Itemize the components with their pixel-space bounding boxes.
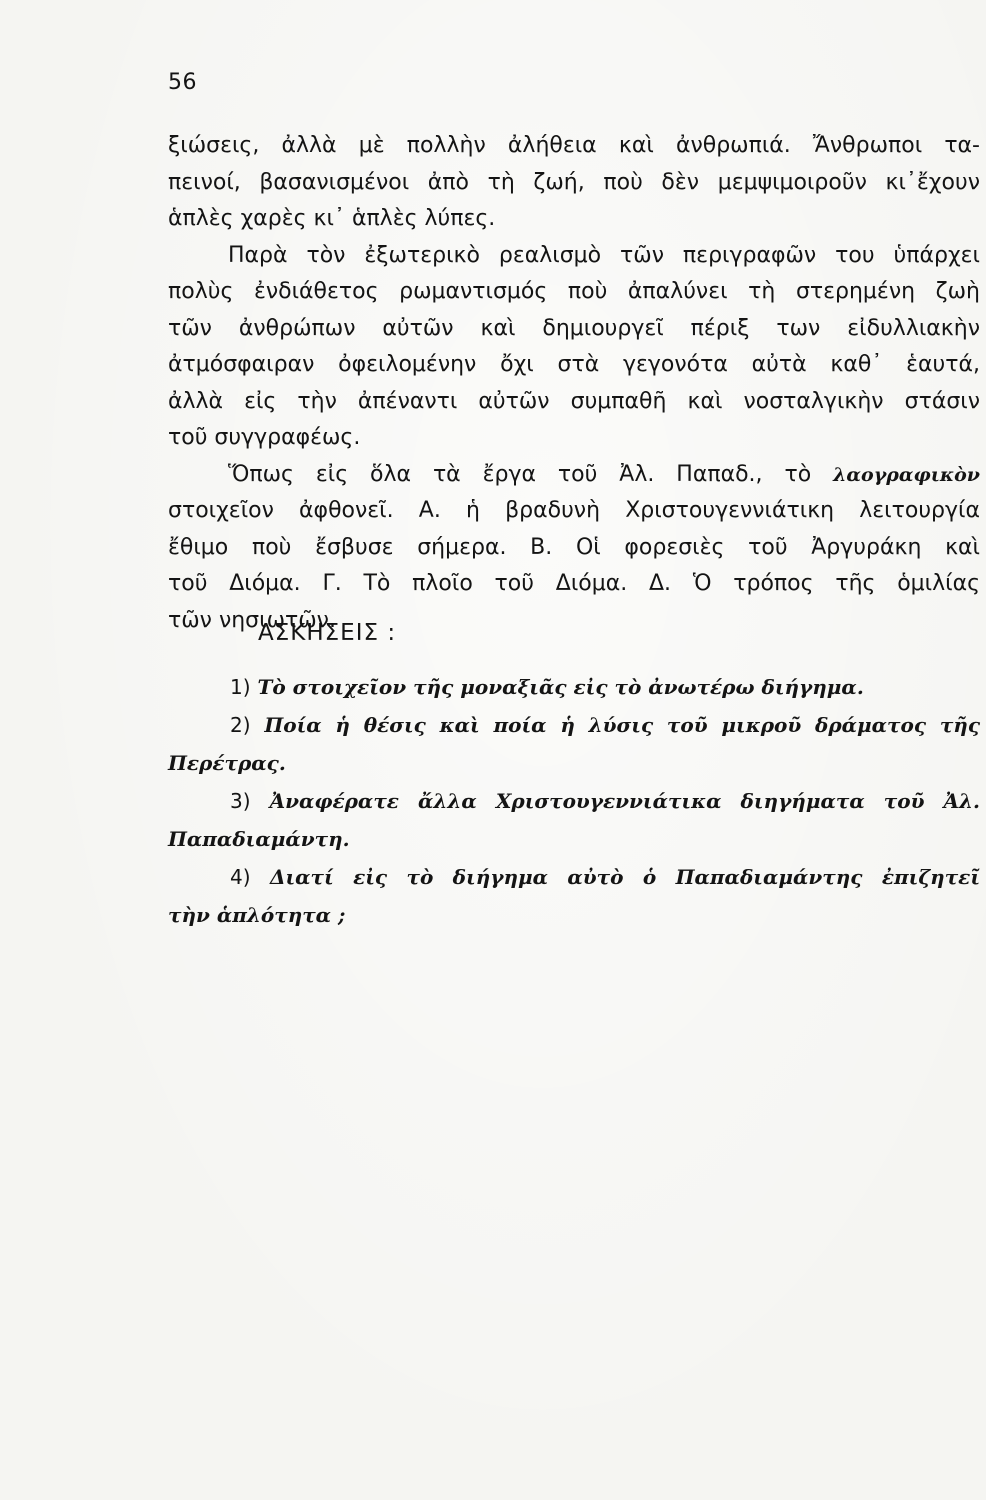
body-text xyxy=(168,128,980,639)
exercise-text: Ποία ἡ θέσις καὶ ποία ἡ λύσις τοῦ μικροῦ δράματος τῆς xyxy=(264,713,980,737)
text-line: ἔθιμο ποὺ ἔσβυσε σήμερα. Β. Οἱ φορεσιὲς τοῦ Ἀργυράκη καὶ xyxy=(168,534,980,560)
text-segment: Ὅπως εἰς ὅλα τὰ ἔργα τοῦ Ἀλ. Παπαδ., τὸ xyxy=(228,461,812,487)
text-line: τῶν ἀνθρώπων αὐτῶν καὶ δημιουργεῖ πέριξ των εἰδυλλιακὴν xyxy=(168,315,980,341)
exercise-item xyxy=(168,668,980,706)
text-line: στοιχεῖον ἀφθονεῖ. Α. ἡ βραδυνὴ Χριστουγεννιάτικη λειτουργία xyxy=(168,498,980,523)
exercise-text: Διατί εἰς τὸ διήγημα αὐτὸ ὁ Παπαδιαμάντης ἐπιζητεῖ xyxy=(269,865,980,889)
exercise-continuation: τὴν ἁπλότητα ; xyxy=(168,903,346,927)
exercise-continuation: Παπαδιαμάντη. xyxy=(168,827,350,851)
spaced-term: λαογραφικὸν xyxy=(833,463,980,486)
exercise-number: 2) xyxy=(230,713,251,737)
exercises-list xyxy=(168,668,980,934)
text-line: ἀλλὰ εἰς τὴν ἀπέναντι αὐτῶν συμπαθῆ καὶ νοσταλγικὴν στάσιν xyxy=(168,388,980,414)
exercises-heading: ΑΣΚΗΣΕΙΣ : xyxy=(258,620,397,646)
text-line: ἁπλὲς χαρὲς κι᾽ ἁπλὲς λύπες. xyxy=(168,206,496,231)
exercise-number: 3) xyxy=(230,789,251,813)
exercise-number: 4) xyxy=(230,865,251,889)
text-line: τῶν νησιωτῶν. xyxy=(168,607,336,633)
text-line: πεινοί, βασανισμένοι ἀπὸ τὴ ζωή, ποὺ δὲν μεμψιμοιροῦν κι᾽ἔχουν xyxy=(168,169,980,195)
text-line: τοῦ συγγραφέως. xyxy=(168,425,361,450)
exercise-item xyxy=(168,706,980,744)
exercise-text: Τὸ στοιχεῖον τῆς μοναξιᾶς εἰς τὸ ἀνωτέρω διήγημα. xyxy=(257,675,864,699)
exercise-text: Ἀναφέρατε ἄλλα Χριστουγεννιάτικα διηγήματα τοῦ Ἀλ. xyxy=(269,789,980,813)
exercise-number: 1) xyxy=(230,675,251,699)
page-number: 56 xyxy=(168,70,197,95)
text-line: Παρὰ τὸν ἐξωτερικὸ ρεαλισμὸ τῶν περιγραφῶν του ὑπάρχει xyxy=(228,242,980,268)
exercise-continuation: Περέτρας. xyxy=(168,751,286,775)
text-line: τοῦ Διόμα. Γ. Τὸ πλοῖο τοῦ Διόμα. Δ. Ὁ τρόπος τῆς ὁμιλίας xyxy=(168,571,980,596)
exercise-item xyxy=(168,858,980,896)
text-line: ἀτμόσφαιραν ὀφειλομένην ὄχι στὰ γεγονότα αὐτὰ καθ᾽ ἑαυτά, xyxy=(168,352,980,377)
text-line: πολὺς ἐνδιάθετος ρωμαντισμός ποὺ ἀπαλύνει τὴ στερημένη ζωὴ xyxy=(168,279,980,304)
exercise-item xyxy=(168,782,980,820)
text-line: ξιώσεις, ἀλλὰ μὲ πολλὴν ἀλήθεια καὶ ἀνθρωπιά. Ἄνθρωποι τα- xyxy=(168,133,980,158)
text-line-with-term xyxy=(168,457,980,494)
